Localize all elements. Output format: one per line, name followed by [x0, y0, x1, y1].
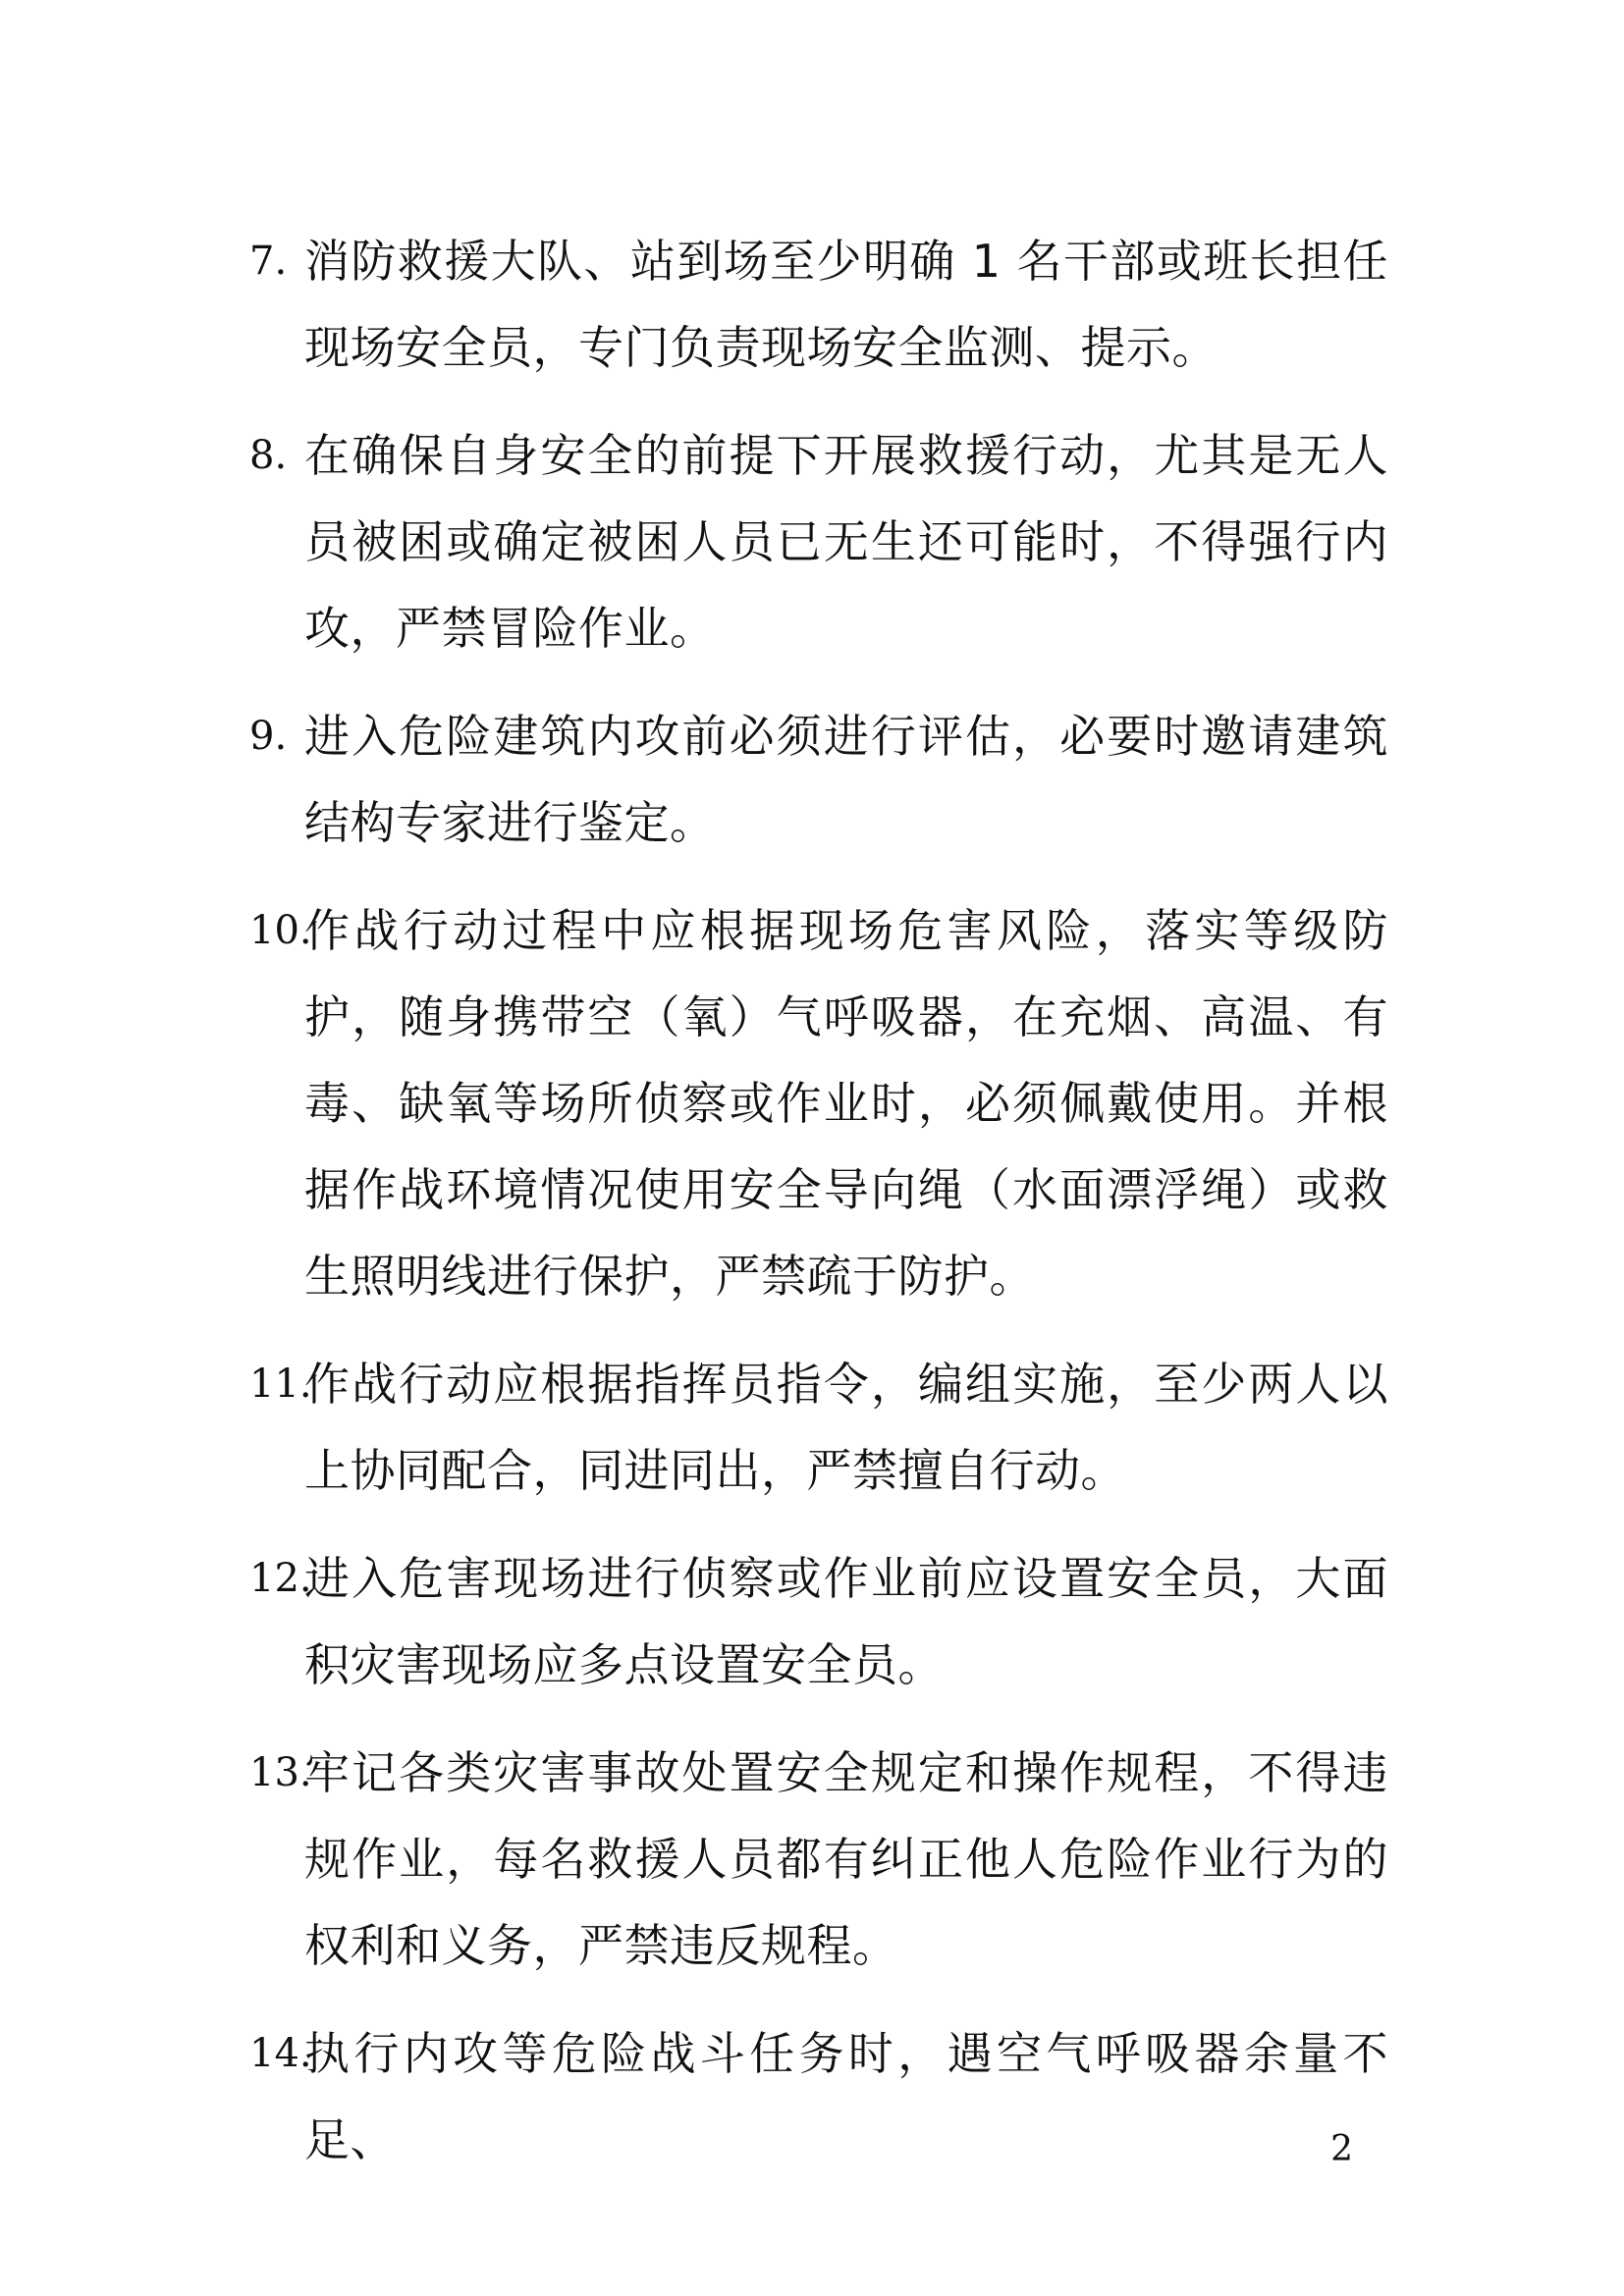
item-number: 10. [249, 908, 312, 953]
list-item [249, 412, 1388, 671]
item-text: 执行内攻等危险战斗任务时，遇空气呼吸器余量不足、 [304, 2027, 1388, 2166]
item-text: 牢记各类灾害事故处置安全规定和操作规程，不得违规作业，每名救援人员都有纠正他人危险作业行为的权利和义务，严禁违反规程。 [304, 1746, 1388, 1972]
item-text: 进入危险建筑内攻前必须进行评估，必要时邀请建筑结构专家进行鉴定。 [304, 710, 1388, 849]
list-item [249, 1341, 1388, 1514]
item-text: 在确保自身安全的前提下开展救援行动，尤其是无人员被困或确定被困人员已无生还可能时，不得强行内攻，严禁冒险作业。 [304, 429, 1388, 655]
item-text: 作战行动过程中应根据现场危害风险，落实等级防护，随身携带空（氧）气呼吸器，在充烟、高温、有毒、缺氧等场所侦察或作业时，必须佩戴使用。并根据作战环境情况使用安全导向绳（水面漂浮绳）或救生照明线进行保护，严禁疏于防护。 [304, 904, 1388, 1303]
item-number: 9. [249, 714, 288, 759]
document-body [249, 218, 1388, 2205]
page-number: 2 [1330, 2129, 1353, 2169]
item-number: 11. [249, 1362, 312, 1407]
item-number: 13. [249, 1750, 312, 1795]
item-number: 8. [249, 433, 288, 478]
list-item [249, 887, 1388, 1319]
item-text: 消防救援大队、站到场至少明确 1 名干部或班长担任现场安全员，专门负责现场安全监测、提示。 [304, 235, 1388, 374]
item-text: 作战行动应根据指挥员指令，编组实施，至少两人以上协同配合，同进同出，严禁擅自行动。 [304, 1358, 1388, 1497]
list-item [249, 1535, 1388, 1708]
item-number: 12. [249, 1556, 312, 1601]
item-number: 14. [249, 2031, 312, 2076]
list-item [249, 218, 1388, 391]
item-number: 7. [249, 239, 288, 284]
list-item [249, 1730, 1388, 1989]
list-item [249, 693, 1388, 866]
list-item [249, 2010, 1388, 2183]
item-text: 进入危害现场进行侦察或作业前应设置安全员，大面积灾害现场应多点设置安全员。 [304, 1552, 1388, 1691]
